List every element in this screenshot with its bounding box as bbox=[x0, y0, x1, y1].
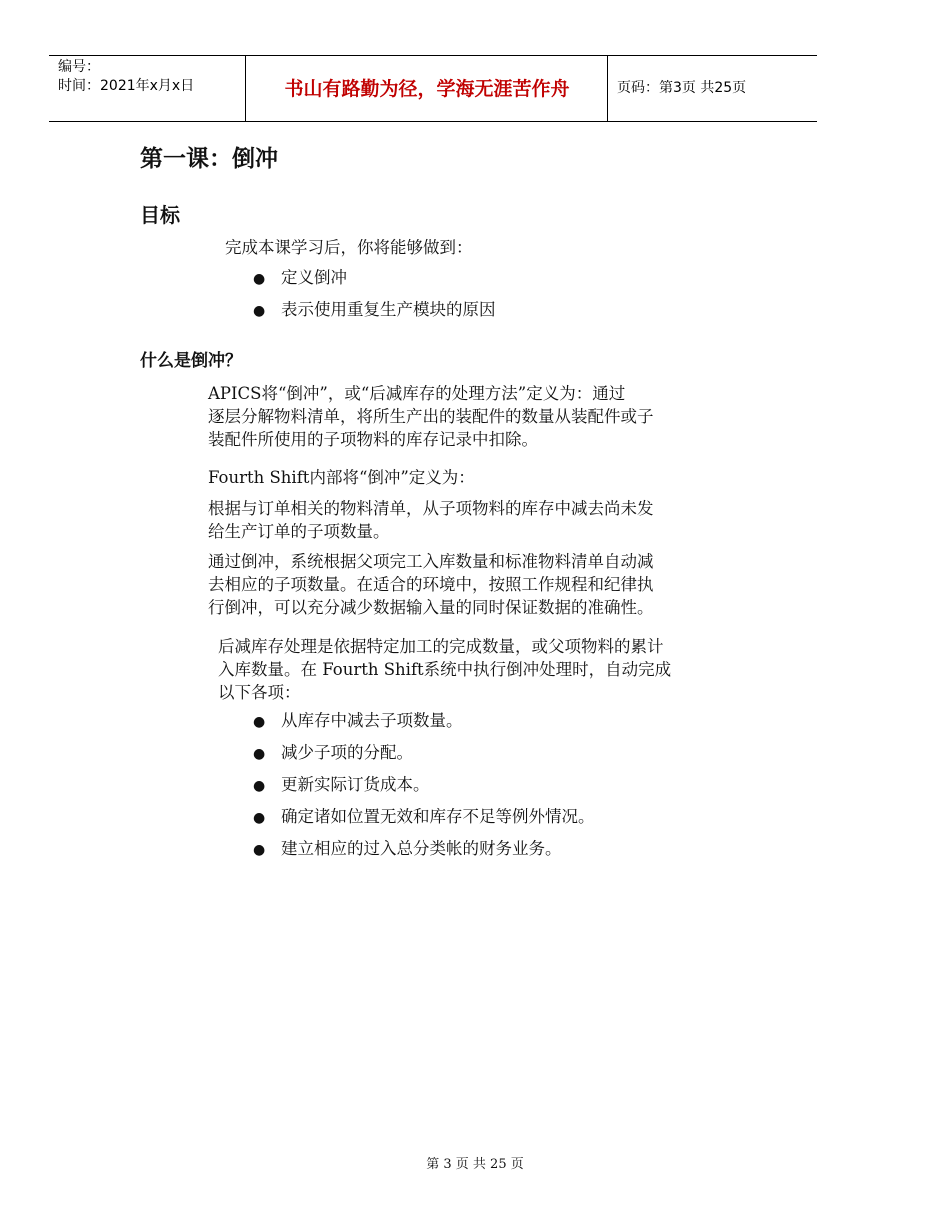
auto-item bbox=[253, 742, 413, 765]
bullet-icon: ● bbox=[253, 271, 266, 287]
apics-line: APICS将“倒冲”，或“后减库存的处理方法”定义为：通过 bbox=[208, 384, 626, 403]
apics-line: 逐层分解物料清单，将所生产出的装配件的数量从装配件或子 bbox=[208, 407, 654, 426]
bullet-icon: ● bbox=[253, 810, 266, 826]
process-line: 入库数量。在 Fourth Shift系统中执行倒冲处理时，自动完成 bbox=[218, 660, 672, 679]
auto-item bbox=[253, 806, 595, 829]
lesson-title: 第一课：倒冲 bbox=[140, 146, 278, 172]
process-line: 后减库存处理是依据特定加工的完成数量，或父项物料的累计 bbox=[218, 637, 664, 656]
auto-item-text: 建立相应的过入总分类帐的财务业务。 bbox=[281, 839, 562, 858]
apics-line: 装配件所使用的子项物料的库存记录中扣除。 bbox=[208, 430, 538, 449]
system-line: 行倒冲，可以充分减少数据输入量的同时保证数据的准确性。 bbox=[208, 598, 654, 617]
bullet-icon: ● bbox=[253, 746, 266, 762]
bullet-icon: ● bbox=[253, 842, 266, 858]
definition-line: 给生产订单的子项数量。 bbox=[208, 522, 390, 541]
header-time-label: 时间：2021年x月x日 bbox=[58, 78, 195, 94]
page-footer: 第 3 页 共 25 页 bbox=[426, 1157, 524, 1172]
bullet-icon: ● bbox=[253, 303, 266, 319]
definition-line: 根据与订单相关的物料清单，从子项物料的库存中减去尚未发 bbox=[208, 499, 654, 518]
auto-item-text: 更新实际订货成本。 bbox=[281, 775, 430, 794]
bullet-icon: ● bbox=[253, 778, 266, 794]
auto-item bbox=[253, 838, 562, 861]
objective-item bbox=[253, 299, 496, 322]
header-page-label: 页码：第3页 共25页 bbox=[617, 80, 747, 96]
system-line: 去相应的子项数量。在适合的环境中，按照工作规程和纪律执 bbox=[208, 575, 654, 594]
objective-item-text: 表示使用重复生产模块的原因 bbox=[281, 300, 496, 319]
objective-item bbox=[253, 267, 347, 290]
auto-item-text: 确定诸如位置无效和库存不足等例外情况。 bbox=[281, 807, 595, 826]
objective-item-text: 定义倒冲 bbox=[281, 268, 347, 287]
auto-item-text: 从库存中减去子项数量。 bbox=[281, 711, 463, 730]
what-is-heading: 什么是倒冲？ bbox=[140, 351, 242, 371]
process-line: 以下各项： bbox=[218, 683, 301, 702]
objectives-intro: 完成本课学习后，你将能够做到： bbox=[225, 238, 473, 257]
header-top-rule bbox=[49, 55, 817, 56]
bullet-icon: ● bbox=[253, 714, 266, 730]
header-serial-label: 编号： bbox=[58, 59, 100, 75]
fourth-shift-intro: Fourth Shift内部将“倒冲”定义为： bbox=[208, 468, 475, 487]
system-line: 通过倒冲，系统根据父项完工入库数量和标准物料清单自动减 bbox=[208, 552, 654, 571]
auto-item-text: 减少子项的分配。 bbox=[281, 743, 413, 762]
auto-item bbox=[253, 774, 430, 797]
objectives-heading: 目标 bbox=[140, 203, 180, 227]
header-motto: 书山有路勤为径，学海无涯苦作舟 bbox=[284, 78, 570, 100]
auto-item bbox=[253, 710, 463, 733]
header-bottom-rule bbox=[49, 121, 817, 122]
